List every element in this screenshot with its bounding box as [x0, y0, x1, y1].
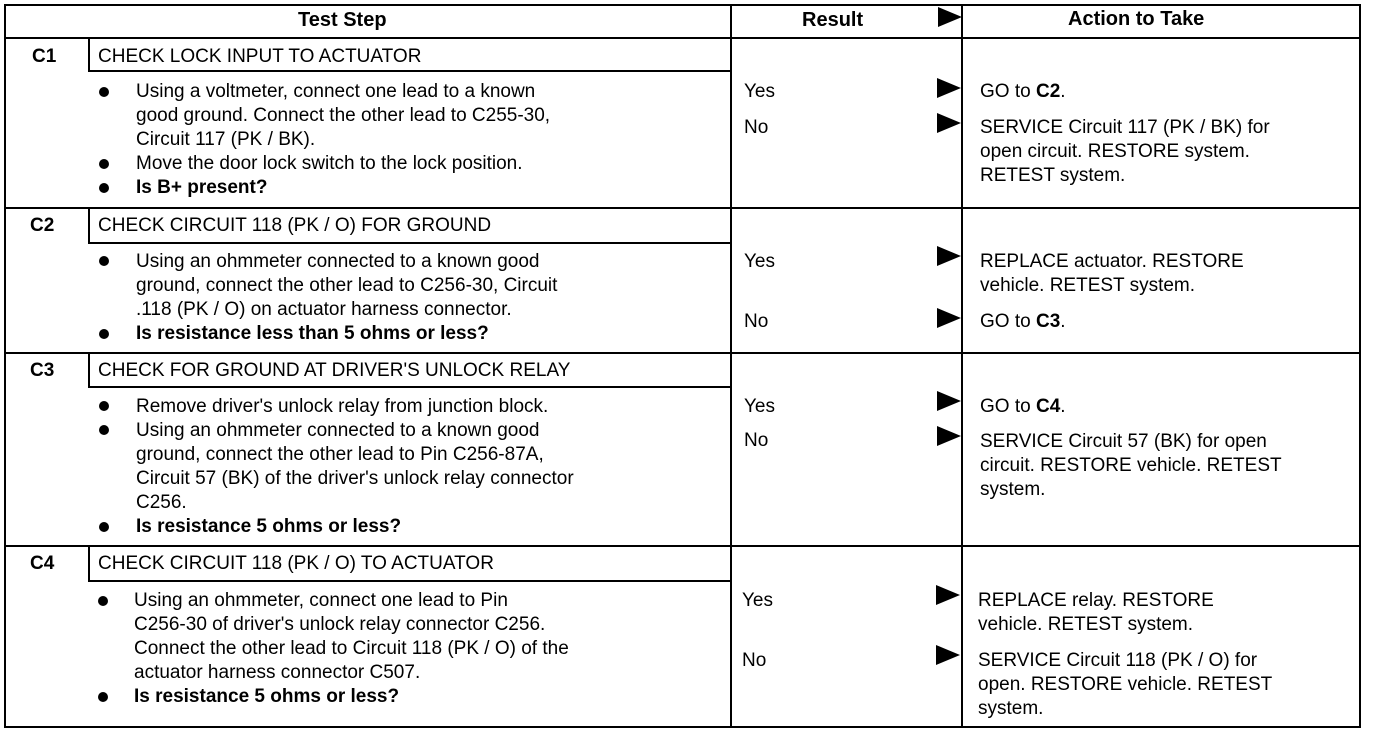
instruction-line: .118 (PK / O) on actuator harness connector.: [136, 299, 512, 320]
instruction-line: Connect the other lead to Circuit 118 (PK / O) of the: [134, 638, 569, 659]
action-text: GO to C3.: [980, 311, 1066, 332]
instruction-line: Circuit 117 (PK / BK).: [136, 129, 316, 150]
header-action: Action to Take: [1068, 8, 1205, 30]
action-text: SERVICE Circuit 117 (PK / BK) for: [980, 117, 1270, 138]
arrow-icon: [937, 246, 961, 266]
result-label: Yes: [744, 396, 775, 417]
instruction-line: Using an ohmmeter connected to a known good: [136, 420, 540, 441]
instruction-line: Remove driver's unlock relay from junction block.: [136, 396, 549, 417]
arrow-icon: [936, 585, 960, 605]
instruction-line: Using an ohmmeter connected to a known good: [136, 251, 540, 272]
action-text: system.: [980, 479, 1046, 500]
instruction-line: Using an ohmmeter, connect one lead to Pin: [134, 590, 508, 611]
title-row-line: [88, 580, 731, 582]
instruction-line: C256.: [136, 492, 187, 513]
instruction-line: ground, connect the other lead to C256-30, Circuit: [136, 275, 558, 296]
step-separator: [4, 207, 1361, 209]
action-text: REPLACE actuator. RESTORE: [980, 251, 1244, 272]
step-title: CHECK LOCK INPUT TO ACTUATOR: [98, 46, 422, 67]
arrow-icon: [937, 113, 961, 133]
step-title: CHECK FOR GROUND AT DRIVER'S UNLOCK RELAY: [98, 360, 571, 381]
table-border-bottom: [4, 726, 1361, 728]
result-label: No: [744, 311, 769, 332]
action-text: system.: [978, 698, 1044, 719]
title-row-line: [88, 242, 731, 244]
step-id: C4: [30, 553, 55, 574]
action-text: open circuit. RESTORE system.: [980, 141, 1250, 162]
instruction-line: Move the door lock switch to the lock position.: [136, 153, 523, 174]
header-test-step: Test Step: [298, 9, 387, 31]
column-divider-action: [961, 4, 963, 728]
bullet-icon: [99, 256, 109, 266]
action-text: REPLACE relay. RESTORE: [978, 590, 1214, 611]
result-label: Yes: [744, 81, 775, 102]
step-id: C2: [30, 215, 55, 236]
id-divider: [88, 545, 90, 582]
step-title: CHECK CIRCUIT 118 (PK / O) TO ACTUATOR: [98, 553, 494, 574]
column-divider-result: [730, 4, 732, 728]
bullet-icon: [99, 159, 109, 169]
table-border-left: [4, 4, 6, 728]
step-id: C3: [30, 360, 55, 381]
id-divider: [88, 37, 90, 72]
result-label: Yes: [742, 590, 773, 611]
header-result: Result: [802, 9, 864, 31]
bullet-icon: [99, 183, 109, 193]
instruction-line: good ground. Connect the other lead to C255-30,: [136, 105, 551, 126]
arrow-icon: [937, 308, 961, 328]
result-label: No: [744, 430, 769, 451]
instruction-line: ground, connect the other lead to Pin C256-87A,: [136, 444, 544, 465]
question: Is resistance less than 5 ohms or less?: [136, 323, 489, 344]
table-border-top: [4, 4, 1361, 6]
table-border-right: [1359, 4, 1361, 728]
id-divider: [88, 207, 90, 244]
question: Is resistance 5 ohms or less?: [134, 686, 400, 707]
step-title: CHECK CIRCUIT 118 (PK / O) FOR GROUND: [98, 215, 492, 236]
bullet-icon: [99, 425, 109, 435]
bullet-icon: [99, 329, 109, 339]
question: Is B+ present?: [136, 177, 268, 198]
action-text: RETEST system.: [980, 165, 1126, 186]
bullet-icon: [99, 401, 109, 411]
arrow-icon: [936, 645, 960, 665]
result-label: Yes: [744, 251, 775, 272]
action-text: GO to C2.: [980, 81, 1066, 102]
arrow-icon: [937, 426, 961, 446]
bullet-icon: [98, 596, 108, 606]
action-text: SERVICE Circuit 118 (PK / O) for: [978, 650, 1258, 671]
bullet-icon: [99, 522, 109, 532]
action-text: vehicle. RETEST system.: [980, 275, 1196, 296]
action-text: circuit. RESTORE vehicle. RETEST: [980, 455, 1282, 476]
bullet-icon: [99, 87, 109, 97]
bullet-icon: [98, 692, 108, 702]
step-id: C1: [32, 46, 57, 67]
action-text: SERVICE Circuit 57 (BK) for open: [980, 431, 1267, 452]
arrow-icon: [937, 78, 961, 98]
arrow-icon: [937, 391, 961, 411]
title-row-line: [88, 386, 731, 388]
title-row-line: [88, 70, 731, 72]
step-separator: [4, 545, 1361, 547]
action-text: GO to C4.: [980, 396, 1066, 417]
step-separator: [4, 352, 1361, 354]
result-label: No: [742, 650, 767, 671]
instruction-line: C256-30 of driver's unlock relay connector C256.: [134, 614, 546, 635]
action-text: open. RESTORE vehicle. RETEST: [978, 674, 1273, 695]
question: Is resistance 5 ohms or less?: [136, 516, 402, 537]
instruction-line: actuator harness connector C507.: [134, 662, 421, 683]
result-label: No: [744, 117, 769, 138]
arrow-icon: [938, 7, 962, 27]
header-divider: [4, 37, 1361, 39]
action-text: vehicle. RETEST system.: [978, 614, 1194, 635]
instruction-line: Circuit 57 (BK) of the driver's unlock relay connector: [136, 468, 574, 489]
id-divider: [88, 352, 90, 388]
instruction-line: Using a voltmeter, connect one lead to a known: [136, 81, 536, 102]
